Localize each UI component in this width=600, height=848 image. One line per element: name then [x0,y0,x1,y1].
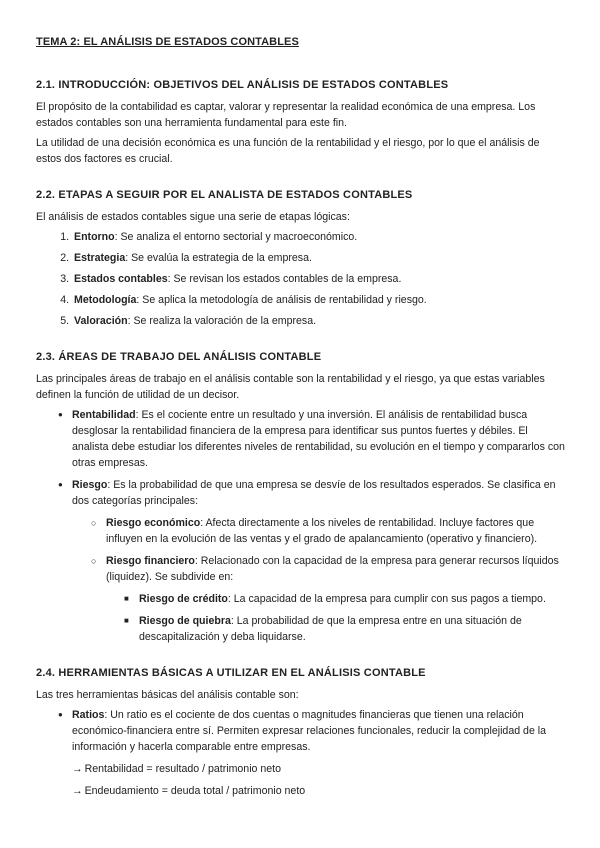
section-herramientas [36,665,566,799]
term: Estados contables [74,273,168,285]
term: Estrategia [74,252,126,264]
paragraph: Las principales áreas de trabajo en el análisis contable son la rentabilidad y el riesgo, ya que estas variables definen la función de utilidad de un decisor. [36,373,545,401]
term: Valoración [74,315,128,327]
bullet-list [36,407,566,645]
document-title: TEMA 2: EL ANÁLISIS DE ESTADOS CONTABLES [36,36,299,48]
list-item-riesgo-credito [139,591,566,607]
definition: : Se aplica la metodología de análisis de rentabilidad y riesgo. [136,294,427,306]
term: Ratios [72,709,105,721]
definition: : Se realiza la valoración de la empresa. [127,315,317,327]
list-item-riesgo [72,477,566,645]
term: Riesgo financiero [106,555,195,567]
list-item-riesgo-economico [106,515,566,547]
term: Metodología [74,294,137,306]
list-item [72,292,566,308]
term: Rentabilidad [72,409,136,421]
section-etapas [36,187,566,329]
term: Entorno [74,231,115,243]
definition: : Afecta directamente a los niveles de rentabilidad. Incluye factores que influyen en la evolución de las ventas y el grado de apalancamiento (operativo y financiero). [106,517,538,545]
definition: : Es la probabilidad de que una empresa se desvíe de los resultados esperados. Se clasifica en dos categorías principales: [72,479,556,507]
bullet-list [36,707,566,799]
definition: : La capacidad de la empresa para cumplir con sus pagos a tiempo. [227,593,546,605]
formula-text: Rentabilidad = resultado / patrimonio neto [84,763,281,775]
arrow-right-icon: → [72,785,83,797]
definition: : La probabilidad de que la empresa entre en una situación de descapitalización y deba liquidarse. [139,615,522,643]
definition: : Se analiza el entorno sectorial y macroeconómico. [114,231,358,243]
list-item [72,229,566,245]
sub-bullet-list [72,515,566,645]
term: Riesgo de crédito [139,593,228,605]
sub-sub-bullet-list [106,591,566,645]
term: Riesgo económico [106,517,201,529]
paragraph: La utilidad de una decisión económica es una función de la rentabilidad y el riesgo, por lo que el análisis de estos dos factores es crucial. [36,137,540,165]
section-heading: 2.4. HERRAMIENTAS BÁSICAS A UTILIZAR EN EL ANÁLISIS CONTABLE [36,667,426,679]
paragraph: El análisis de estados contables sigue una serie de etapas lógicas: [36,211,350,223]
list-item [72,271,566,287]
definition: : Es el cociente entre un resultado y una inversión. El análisis de rentabilidad busca desglosar la rentabilidad financiera de la empresa para identificar sus puntos fuertes y débiles. El analista debe estudiar los diferentes niveles de rentabilidad, su evolución en el tiempo y compararlos con otras empresas. [72,409,565,469]
definition: : Un ratio es el cociente de dos cuentas o magnitudes financieras que tienen una relación económico-financiera entre sí. Permiten expresar relaciones funcionales, reducir la complejidad de la información y hacerla comparable entre empresas. [72,709,547,753]
list-item-rentabilidad [72,407,566,471]
paragraph: Las tres herramientas básicas del análisis contable son: [36,689,299,701]
section-areas [36,349,566,645]
list-item-riesgo-financiero [106,553,566,645]
formula-text: Endeudamiento = deuda total / patrimonio neto [84,785,306,797]
list-item-ratios [72,707,566,799]
term: Riesgo de quiebra [139,615,231,627]
formula-endeudamiento [72,783,566,799]
section-heading: 2.1. INTRODUCCIÓN: OBJETIVOS DEL ANÁLISIS DE ESTADOS CONTABLES [36,79,449,91]
term: Riesgo [72,479,108,491]
formula-rentabilidad [72,761,566,777]
definition: : Se evalúa la estrategia de la empresa. [125,252,312,264]
arrow-right-icon: → [72,763,83,775]
list-item-riesgo-quiebra [139,613,566,645]
steps-list [36,229,566,329]
definition: : Se revisan los estados contables de la empresa. [167,273,402,285]
section-heading: 2.3. ÁREAS DE TRABAJO DEL ANÁLISIS CONTABLE [36,351,322,363]
list-item [72,313,566,329]
list-item [72,250,566,266]
section-introduccion [36,77,566,167]
definition: : Relacionado con la capacidad de la empresa para generar recursos líquidos (liquidez). Se subdivide en: [106,555,559,583]
paragraph: El propósito de la contabilidad es captar, valorar y representar la realidad económica de una empresa. Los estados contables son una herramienta fundamental para este fin. [36,101,536,129]
section-heading: 2.2. ETAPAS A SEGUIR POR EL ANALISTA DE ESTADOS CONTABLES [36,189,413,201]
